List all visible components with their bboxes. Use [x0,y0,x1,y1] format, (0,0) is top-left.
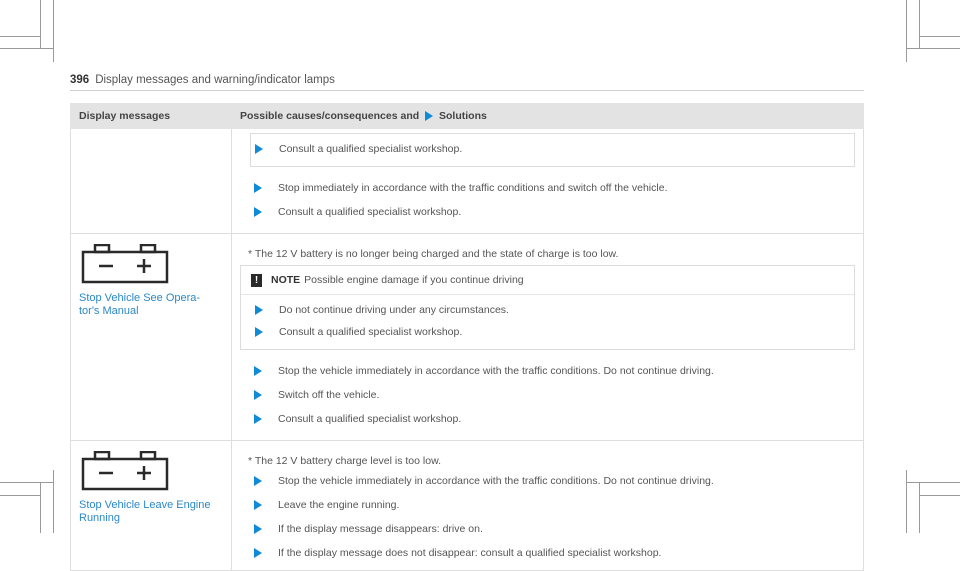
cause-text: * The 12 V battery charge level is too low. [248,455,441,467]
battery-icon [81,244,169,284]
list-item [250,181,855,195]
note-box [250,133,855,167]
step-arrow-icon [254,366,262,376]
crop-mark [53,0,54,62]
list-item [250,388,855,402]
message-cell [71,234,232,441]
col-header-causes-solutions [232,104,864,129]
step-text: Stop immediately in accordance with the traffic conditions and switch off the vehicle. [278,182,668,194]
step-arrow-icon [254,207,262,217]
crop-mark [40,482,41,533]
messages-table [70,103,864,571]
step-text: Stop the vehicle immediately in accordance with the traffic conditions. Do not continue driving. [278,365,714,377]
col-header-causes-label: Possible causes/consequences and [240,110,420,122]
list-item [250,412,855,426]
header-divider [70,90,864,91]
solution-cell [232,441,864,571]
display-message [79,499,223,525]
crop-mark [919,36,960,37]
list-item [250,205,855,219]
step-arrow-icon [255,305,263,315]
display-message-line: Stop Vehicle See Opera- [79,292,201,304]
note-label: NOTE [271,274,301,286]
col-header-display-messages: Display messages [71,104,232,129]
step-arrow-icon [254,183,262,193]
crop-mark [53,470,54,533]
step-arrow-icon [254,414,262,424]
step-arrow-icon [254,390,262,400]
list-item [251,142,854,156]
table-row [71,441,864,571]
crop-mark [0,495,41,496]
display-message-line: tor's Manual [79,305,139,317]
battery-icon [81,451,169,491]
crop-mark [906,0,907,62]
list-item [251,325,854,339]
step-arrow-icon [254,500,262,510]
list-item [250,474,855,488]
crop-mark [919,0,920,48]
step-text: Switch off the vehicle. [278,389,380,401]
crop-mark [919,482,920,533]
crop-mark [0,482,54,483]
crop-mark [906,470,907,533]
cause-text: * The 12 V battery is no longer being charged and the state of charge is too low. [248,248,619,260]
page-title: Display messages and warning/indicator lamps [95,74,335,86]
crop-mark [0,48,54,49]
message-cell [71,441,232,571]
crop-mark [906,48,960,49]
crop-mark [919,495,960,496]
display-message-line: Running [79,512,120,524]
list-item [250,522,855,536]
solution-cell [232,129,864,234]
page-header [70,74,335,86]
step-text: Consult a qualified specialist workshop. [278,206,462,218]
table-row [71,129,864,234]
note [241,273,854,287]
step-arrow-icon [254,476,262,486]
crop-mark [0,36,41,37]
list-item [250,498,855,512]
list-item [250,364,855,378]
note-box [240,265,855,350]
table-header-row [71,104,864,129]
step-text: If the display message disappears: drive on. [278,523,483,535]
step-text: Stop the vehicle immediately in accordance with the traffic conditions. Do not continue driving. [278,475,714,487]
page-number: 396 [70,74,90,86]
table-row [71,234,864,441]
list-item [250,546,855,560]
step-arrow-icon [255,327,263,337]
crop-mark [906,482,960,483]
play-arrow-icon [425,111,433,121]
step-arrow-icon [254,548,262,558]
step-text: Consult a qualified specialist workshop. [278,413,462,425]
solution-cell [232,234,864,441]
col-header-solutions-label: Solutions [439,110,487,122]
message-cell [71,129,232,234]
step-text: Leave the engine running. [278,499,400,511]
list-item [251,303,854,317]
note-text: Possible engine damage if you continue driving [304,274,524,286]
display-message-line: Stop Vehicle Leave Engine [79,499,211,511]
warning-icon: ! [251,274,262,287]
step-text: If the display message does not disappear: consult a qualified specialist workshop. [278,547,662,559]
crop-mark [40,0,41,48]
step-text: Consult a qualified specialist workshop. [279,326,463,338]
display-message [79,292,223,318]
step-arrow-icon [255,144,263,154]
step-text: Do not continue driving under any circumstances. [279,304,509,316]
step-text: Consult a qualified specialist workshop. [279,143,463,155]
